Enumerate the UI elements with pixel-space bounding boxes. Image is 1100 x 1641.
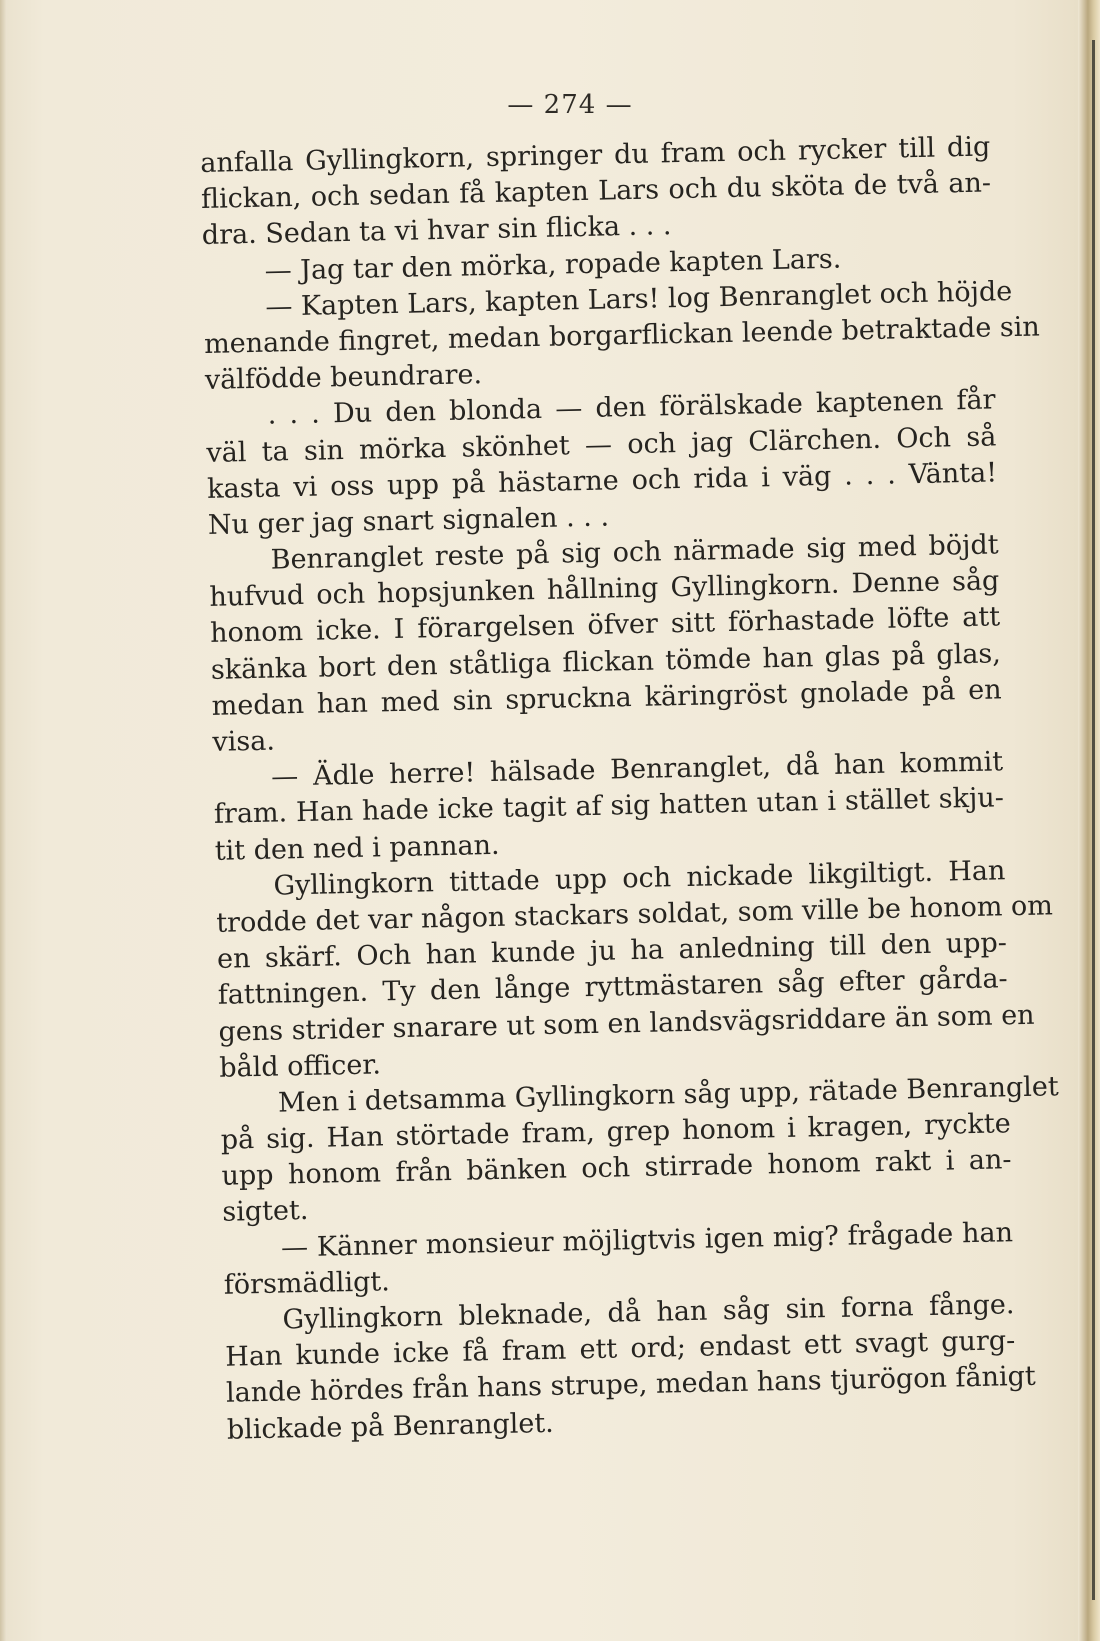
text-line: Men i detsamma Gyllingkorn såg upp, rätade Benranglet [277,1071,1059,1119]
text-line: fram. Han hade icke tagit af sig hatten utan i stället skju- [213,782,1005,831]
text-line: på sig. Han störtade fram, grep honom i kragen, ryckte [220,1108,1011,1156]
text-line: dra. Sedan ta vi hvar sin flicka . . . [201,210,672,252]
text-line: gens strider snarare ut som en landsvägsriddare än som en [218,999,1035,1048]
text-line: skänka bort den ståtliga flickan tömde han glas på glas, [210,637,1002,686]
text-line: sigtet. [222,1195,309,1229]
text-line: försmädligt. [223,1266,391,1301]
text-line: — Ädle herre! hälsade Benranglet, då han kommit [270,746,1004,793]
text-line: upp honom från bänken och stirrade honom rakt i an- [221,1144,1012,1193]
text-line: — Kapten Lars, kapten Lars! log Benranglet och höjde [265,275,1013,323]
text-line: väl ta sin mörka skönhet — och jag Clärchen. Och så [206,420,997,469]
text-line: Gyllingkorn tittade upp och nickade likgiltigt. Han [273,855,1006,902]
page-number: — 274 — [507,90,633,120]
text-line: menande fingret, medan borgarflickan leende betraktade sin [203,311,1041,360]
text-line: tit den ned i pannan. [214,829,500,867]
text-line: flickan, och sedan få kapten Lars och du sköta de två an- [200,167,992,216]
text-line: Gyllingkorn bleknade, då han såg sin forna fånge. [282,1289,1015,1336]
page-left-edge [0,0,6,1641]
text-line: — Känner monsieur möjligtvis igen mig? frågade han [280,1216,1014,1264]
text-line: honom icke. I förargelsen öfver sitt förhastade löfte att [209,601,1001,650]
text-line: fattningen. Ty den långe ryttmästaren såg efter gårda- [217,963,1008,1012]
text-line: lande hördes från hans strupe, medan hans tjurögon fånigt [225,1361,1036,1410]
text-line: Han kunde icke få fram ett ord; endast ett svagt gurg- [225,1325,1016,1373]
page-binding-shadow [1092,40,1095,1600]
text-line: Benranglet reste på sig och närmade sig med böjdt [270,529,999,576]
text-line: hufvud och hopsjunken hållning Gyllingkorn. Denne såg [209,565,1000,614]
text-line: . . . Du den blonda — den förälskade kaptenen får [267,384,996,431]
body-text [200,129,1059,1448]
page-binding-edge [1078,0,1100,1641]
text-line: visa. [212,725,276,758]
text-line: — Jag tar den mörka, ropade kapten Lars. [264,243,842,287]
text-line: välfödde beundrare. [204,359,483,397]
text-line: en skärf. Och han kunde ju ha anledning till den upp- [216,927,1008,975]
text-line: medan han med sin spruckna käringröst gnolade på en [211,674,1002,722]
text-line: båld officer. [218,1049,382,1084]
text-line: kasta vi oss upp på hästarne och rida i väg . . . Vänta! [206,457,998,505]
text-line: blickade på Benranglet. [226,1407,555,1446]
text-line: anfalla Gyllingkorn, springer du fram och rycker till dig [200,131,991,179]
text-line: trodde det var någon stackars soldat, som ville be honom om [215,890,1054,939]
text-line: Nu ger jag snart signalen . . . [207,501,610,541]
